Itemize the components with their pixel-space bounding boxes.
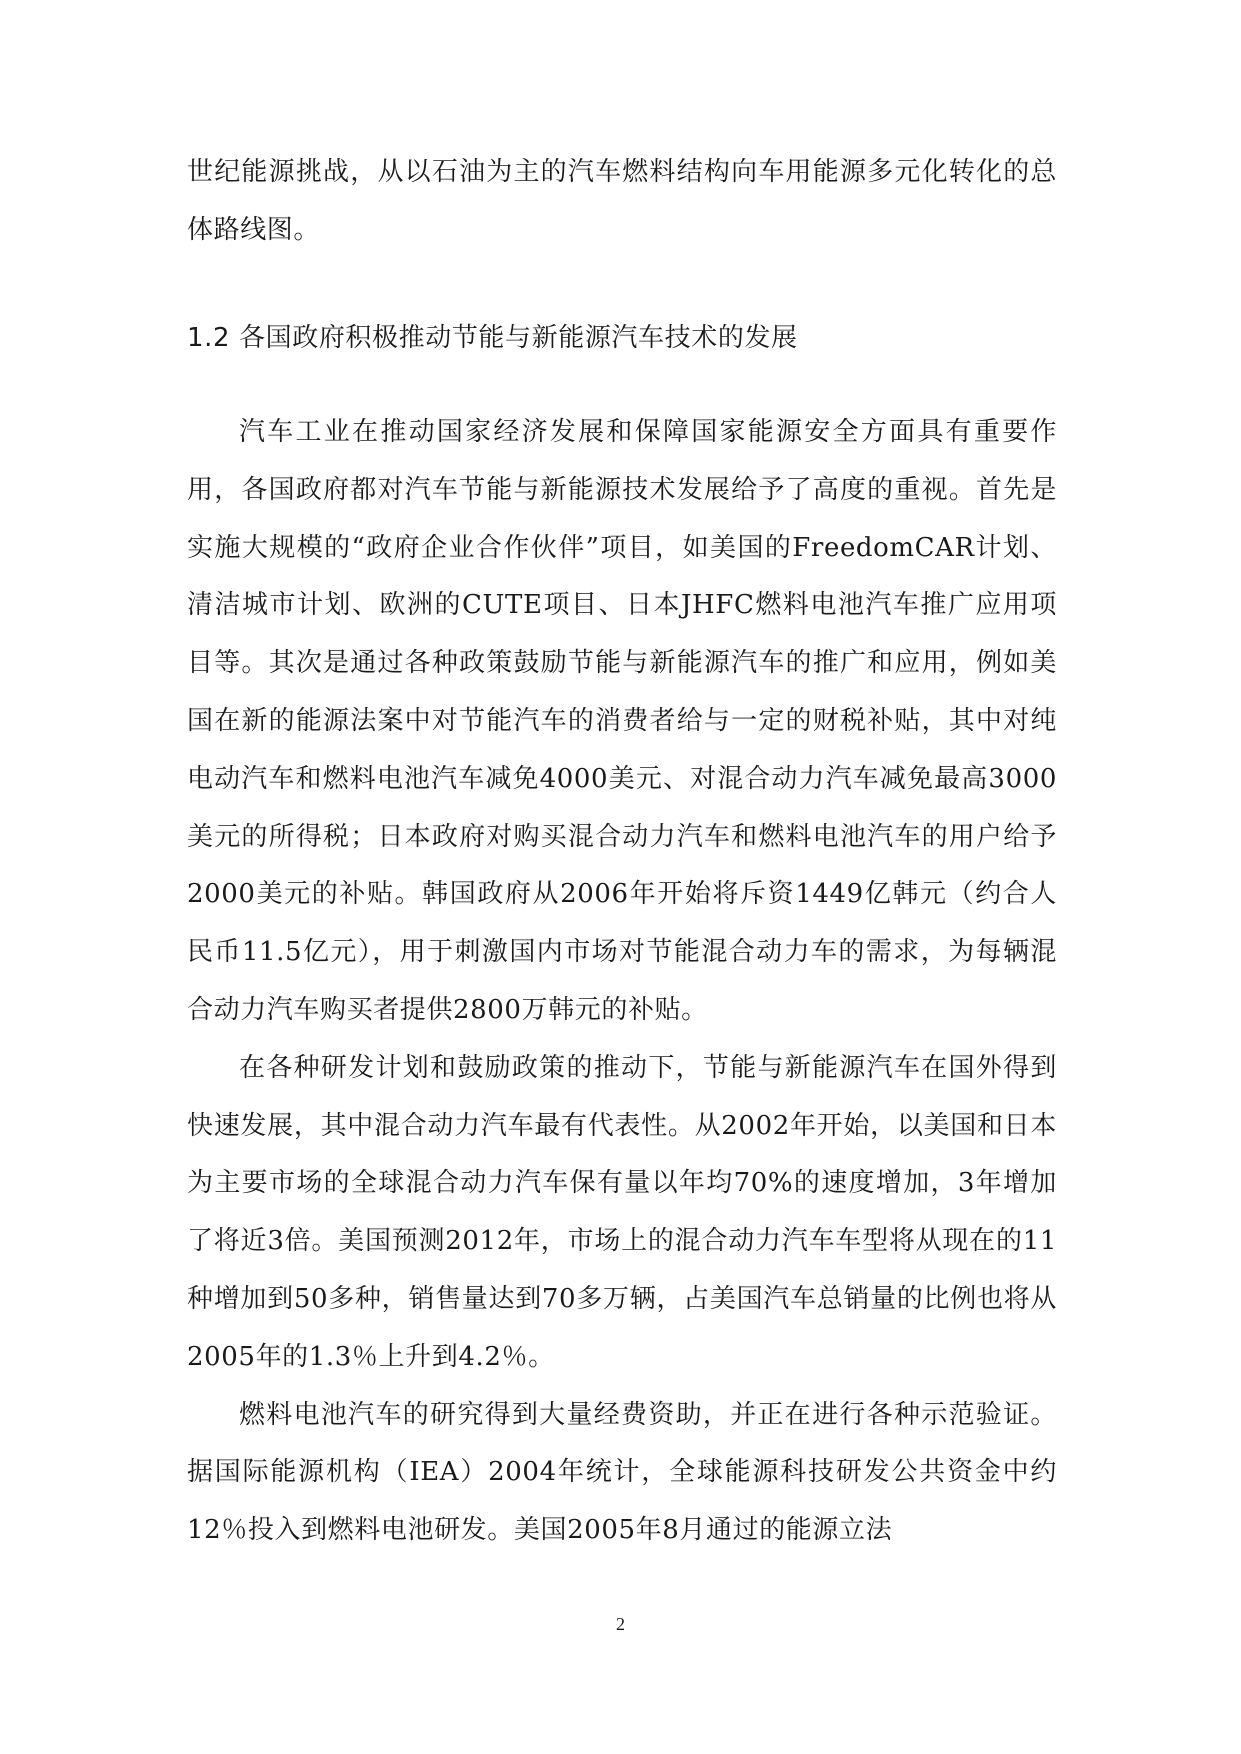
intro-paragraph: 世纪能源挑战，从以石油为主的汽车燃料结构向车用能源多元化转化的总体路线图。: [187, 157, 1057, 245]
body-paragraph-3: 燃料电池汽车的研究得到大量经费资助，并正在进行各种示范验证。据国际能源机构（IEA）2004年统计，全球能源科技研发公共资金中约12％投入到燃料电池研发。美国2005年8月通过的能源立法: [187, 1399, 1057, 1546]
body-paragraph-2: 在各种研发计划和鼓励政策的推动下，节能与新能源汽车在国外得到快速发展，其中混合动力汽车最有代表性。从2002年开始，以美国和日本为主要市场的全球混合动力汽车保有量以年均70%的速度增加，3年增加了将近3倍。美国预测2012年，市场上的混合动力汽车车型将从现在的11种增加到50多种，销售量达到70多万辆，占美国汽车总销量的比例也将从2005年的1.3％上升到4.2％。: [187, 1052, 1057, 1372]
page-number: 2: [616, 1614, 625, 1634]
section-heading: 1.2 各国政府积极推动节能与新能源汽车技术的发展: [187, 323, 798, 353]
body-paragraph-1: 汽车工业在推动国家经济发展和保障国家能源安全方面具有重要作用，各国政府都对汽车节能与新能源技术发展给予了高度的重视。首先是实施大规模的“政府企业合作伙伴”项目，如美国的FreedomCAR计划、清洁城市计划、欧洲的CUTE项目、日本JHFC燃料电池汽车推广应用项目等。其次是通过各种政策鼓励节能与新能源汽车的推广和应用，例如美国在新的能源法案中对节能汽车的消费者给与一定的财税补贴，其中对纯电动汽车和燃料电池汽车减免4000美元、对混合动力汽车减免最高3000美元的所得税；日本政府对购买混合动力汽车和燃料电池汽车的用户给予2000美元的补贴。韩国政府从2006年开始将斥资1449亿韩元（约合人民币11.5亿元），用于刺激国内市场对节能混合动力车的需求，为每辆混合动力汽车购买者提供2800万韩元的补贴。: [187, 417, 1057, 1025]
body-text: [187, 404, 1057, 1560]
